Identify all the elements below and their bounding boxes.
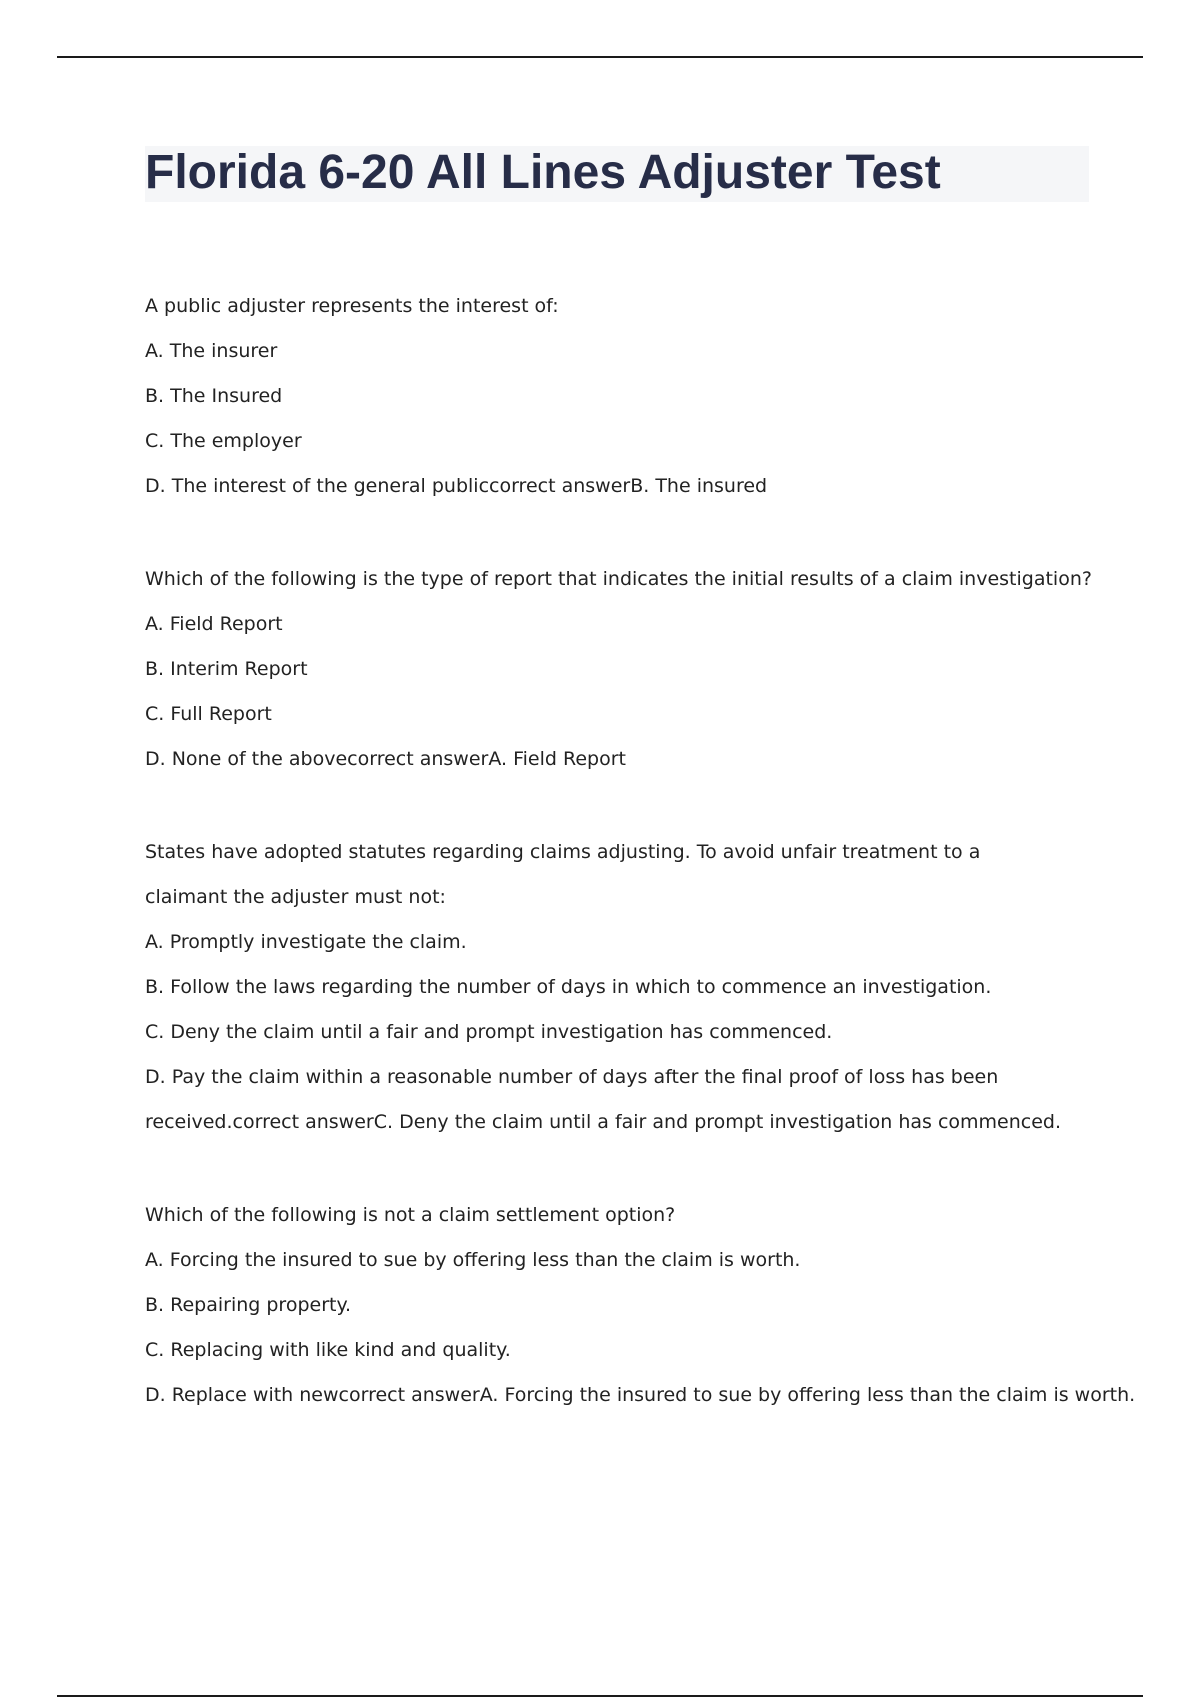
footer-rule	[57, 1695, 1143, 1697]
question-block-3	[145, 830, 1145, 1145]
question-text-continued: claimant the adjuster must not:	[145, 886, 446, 908]
answer-option-b: B. The Insured	[145, 385, 283, 407]
answer-option-b: B. Follow the laws regarding the number of days in which to commence an investigation.	[145, 976, 992, 998]
question-block-1	[145, 284, 1145, 509]
answer-option-d-with-correct-answer: D. The interest of the general publiccorrect answerB. The insured	[145, 475, 768, 497]
answer-option-c: C. Full Report	[145, 703, 272, 725]
question-text: A public adjuster represents the interest of:	[145, 295, 559, 317]
answer-option-b: B. Interim Report	[145, 658, 308, 680]
answer-option-b: B. Repairing property.	[145, 1294, 352, 1316]
answer-option-c: C. Deny the claim until a fair and prompt investigation has commenced.	[145, 1021, 833, 1043]
answer-option-a: A. Field Report	[145, 613, 283, 635]
document-title: Florida 6-20 All Lines Adjuster Test	[145, 146, 941, 199]
question-text: Which of the following is the type of report that indicates the initial results of a claim investigation?	[145, 568, 1092, 590]
question-block-4	[145, 1193, 1145, 1418]
answer-option-d-with-correct-answer: received.correct answerC. Deny the claim until a fair and prompt investigation has commenced.	[145, 1111, 1062, 1133]
answer-option-a: A. Forcing the insured to sue by offering less than the claim is worth.	[145, 1249, 801, 1271]
answer-option-d-with-correct-answer: D. None of the abovecorrect answerA. Field Report	[145, 748, 626, 770]
answer-option-a: A. The insurer	[145, 340, 278, 362]
answer-option-d: D. Pay the claim within a reasonable number of days after the final proof of loss has been	[145, 1066, 999, 1088]
answer-option-d-with-correct-answer: D. Replace with newcorrect answerA. Forcing the insured to sue by offering less than the claim is worth.	[145, 1384, 1136, 1406]
answer-option-a: A. Promptly investigate the claim.	[145, 931, 467, 953]
answer-option-c: C. The employer	[145, 430, 302, 452]
answer-option-c: C. Replacing with like kind and quality.	[145, 1339, 511, 1361]
question-block-2	[145, 557, 1145, 782]
header-rule	[57, 56, 1143, 58]
question-text: States have adopted statutes regarding claims adjusting. To avoid unfair treatment to a	[145, 841, 981, 863]
question-text: Which of the following is not a claim settlement option?	[145, 1204, 676, 1226]
